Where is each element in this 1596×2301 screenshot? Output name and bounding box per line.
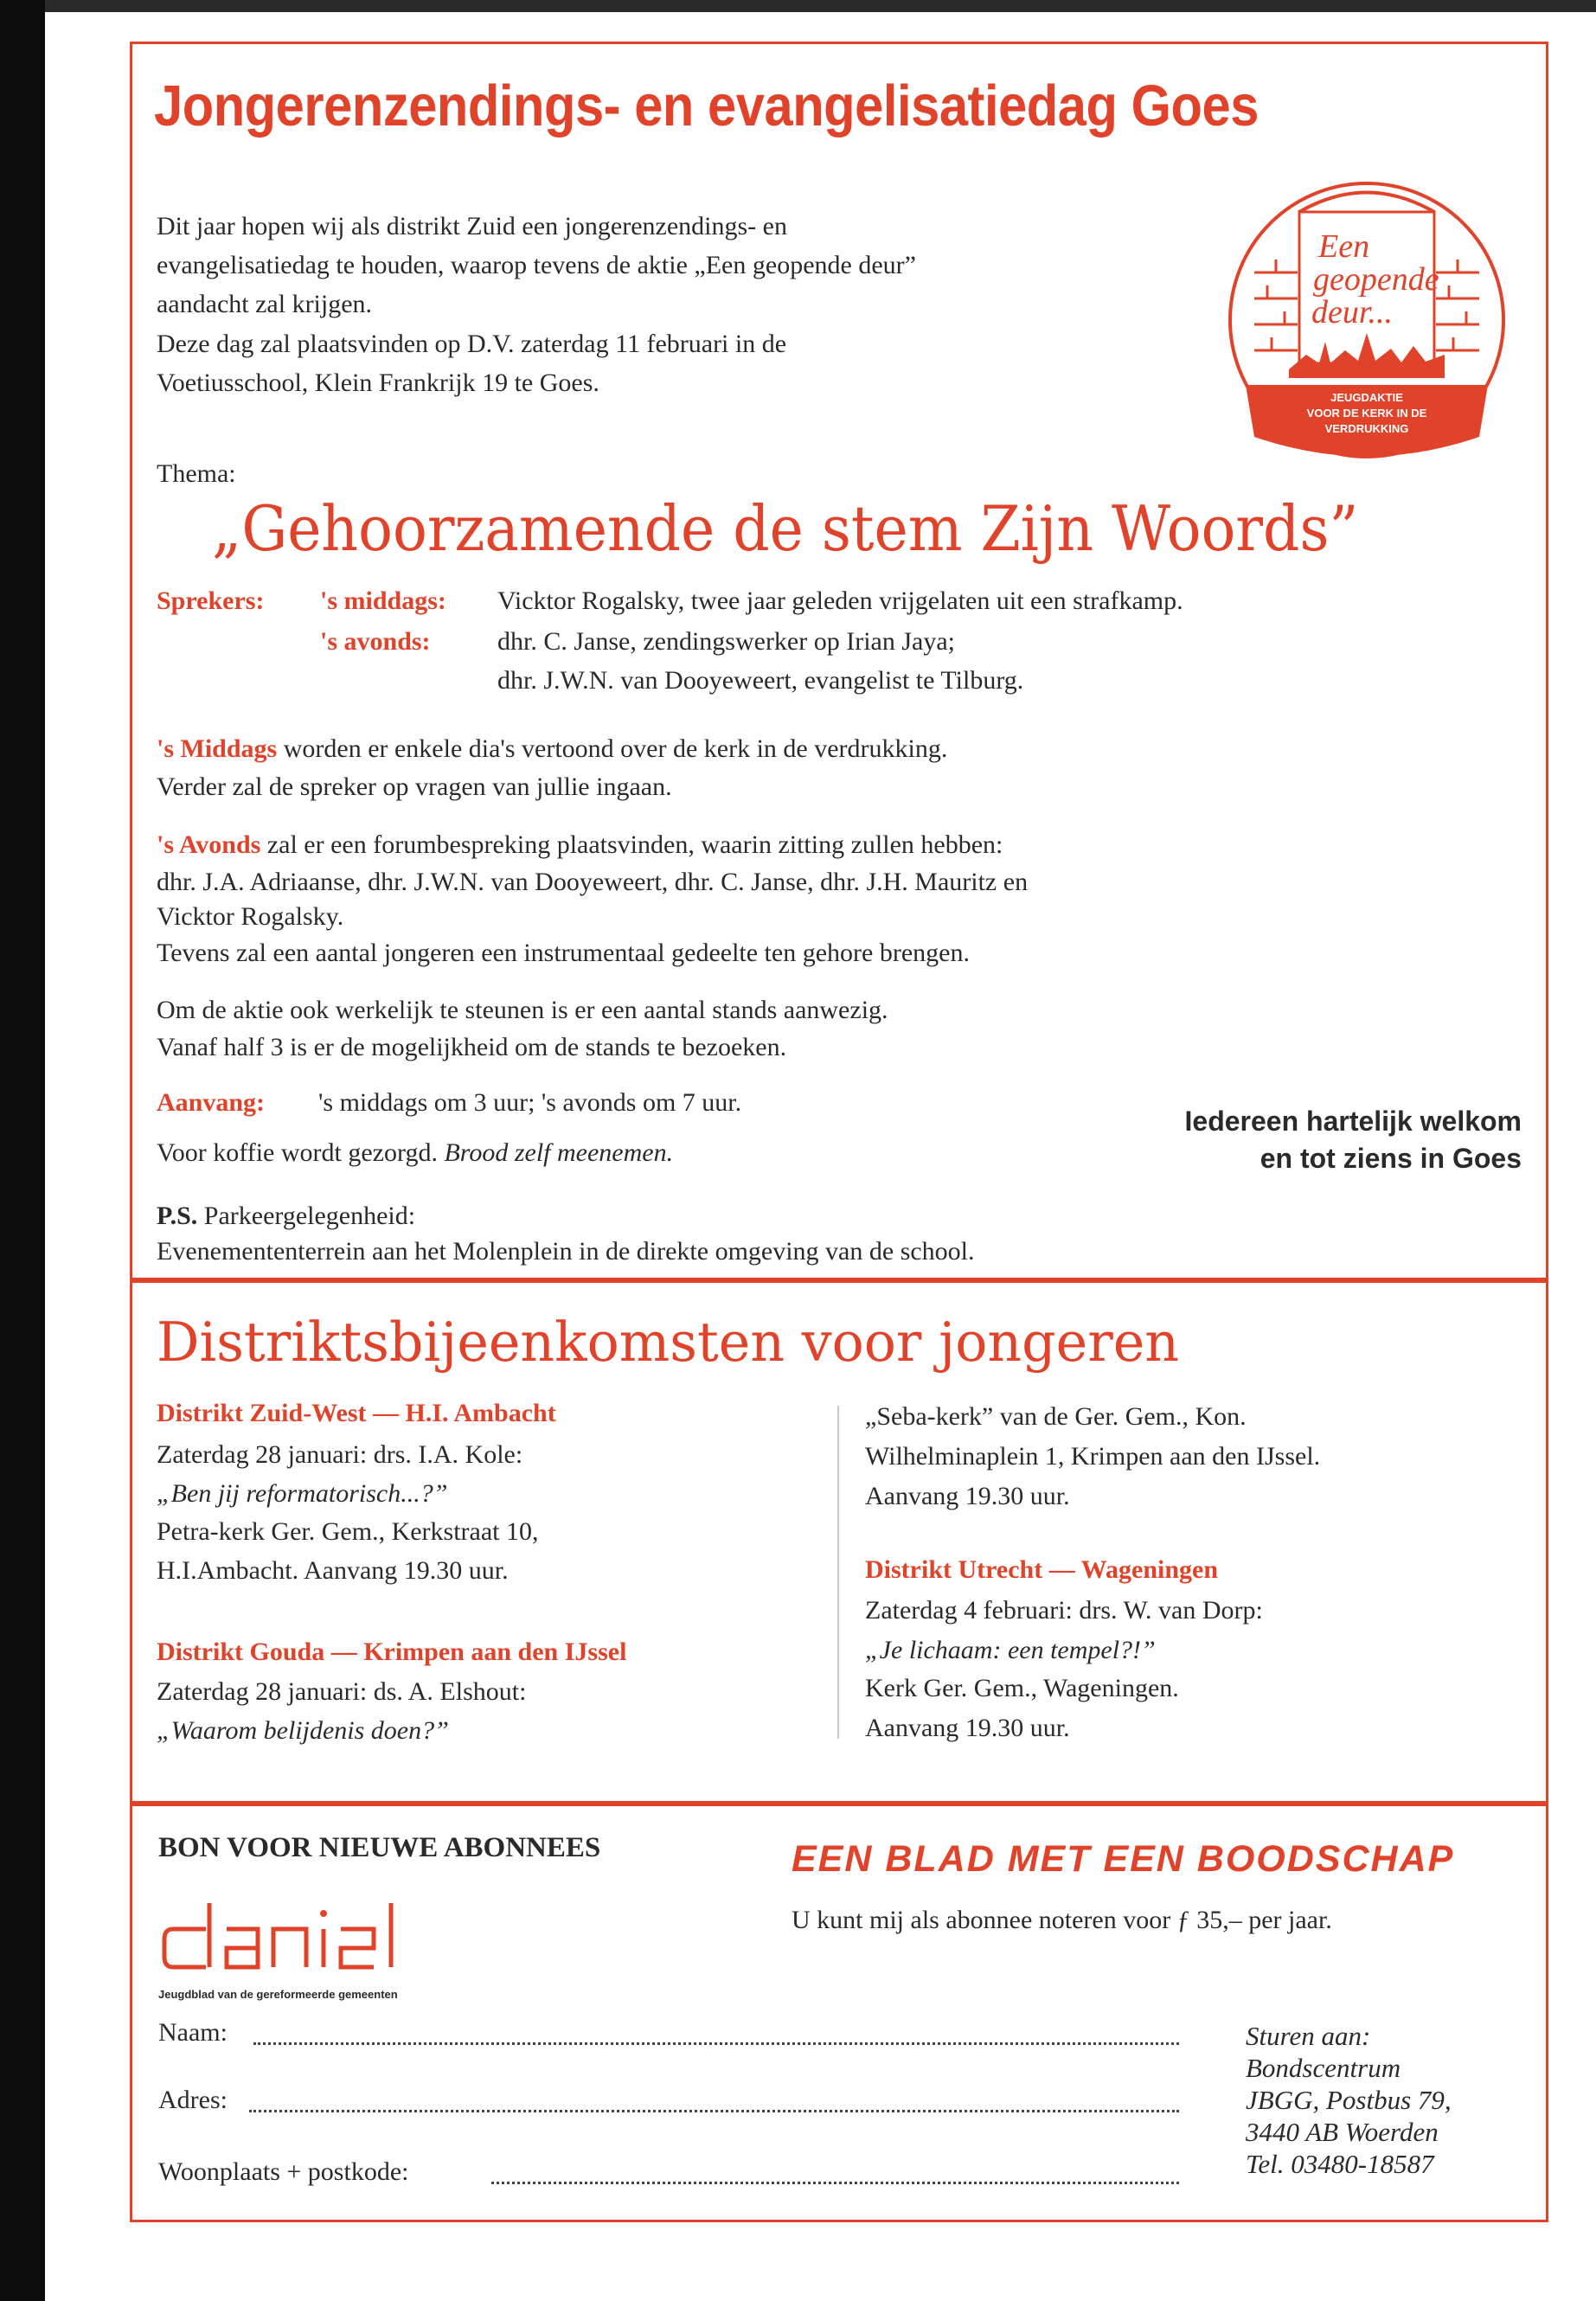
district-line: Aanvang 19.30 uur.	[865, 1714, 1070, 1742]
evening-para-line: dhr. J.A. Adriaanse, dhr. J.W.N. van Dooyeweert, dhr. C. Janse, dhr. J.H. Mauritz en	[157, 868, 1029, 896]
intro-line: evangelisatiedag te houden, waarop tevens de aktie „Een geopende deur”	[157, 251, 916, 279]
district-line: „Waarom belijdenis doen?”	[157, 1716, 449, 1745]
top-scan-edge	[45, 0, 1596, 12]
districts-title: Distriktsbijeenkomsten voor jongeren	[157, 1311, 1180, 1374]
city-input-dots[interactable]	[491, 2182, 1179, 2184]
send-to-line: Tel. 03480-18587	[1246, 2149, 1434, 2179]
ps-parking: Evenemententerrein aan het Molenplein in de direkte omgeving van de school.	[157, 1237, 975, 1266]
een-geopende-deur-logo	[1228, 177, 1505, 463]
stands-line: Vanaf half 3 is er de mogelijkheid om de stands te bezoeken.	[157, 1033, 787, 1061]
afternoon-label: 's middags:	[320, 586, 446, 615]
intro-line: Deze dag zal plaatsvinden op D.V. zaterdag 11 februari in de	[157, 330, 787, 358]
district-line: Kerk Ger. Gem., Wageningen.	[865, 1674, 1179, 1702]
field-label: Woonplaats + postkode:	[158, 2157, 409, 2186]
brand-name	[156, 1879, 157, 1880]
evening-label: 's avonds:	[320, 627, 431, 656]
send-to-line: 3440 AB Woerden	[1246, 2117, 1439, 2147]
left-scan-edge	[0, 0, 45, 2301]
event-title: Jongerenzendings- en evangelisatiedag Goes	[154, 74, 1259, 138]
bread-text: Brood zelf meenemen.	[444, 1138, 674, 1167]
evening-para-rest: zal er een forumbespreking plaatsvinden, waarin zitting zullen hebben:	[260, 830, 1003, 859]
field-label: Adres:	[158, 2086, 228, 2114]
evening-speaker: dhr. J.W.N. van Dooyeweert, evangelist te Tilburg.	[497, 666, 1024, 695]
coffee-note	[157, 1140, 673, 1166]
coupon-slogan: EEN BLAD MET EEN BOODSCHAP	[792, 1838, 1455, 1880]
evening-lead: 's Avonds	[157, 830, 261, 859]
send-to-line: JBGG, Postbus 79,	[1246, 2085, 1452, 2115]
stands-line: Om de aktie ook werkelijk te steunen is er een aantal stands aanwezig.	[157, 996, 888, 1024]
afternoon-lead: 's Middags	[157, 734, 278, 763]
welcome-line: en tot ziens in Goes	[1259, 1143, 1522, 1174]
subscribe-text: U kunt mij als abonnee noteren voor ƒ 35,– per jaar.	[792, 1906, 1332, 1934]
district-line: „Seba-kerk” van de Ger. Gem., Kon.	[865, 1402, 1247, 1431]
address-input-dots[interactable]	[249, 2110, 1179, 2112]
district-line: Zaterdag 4 februari: drs. W. van Dorp:	[865, 1596, 1263, 1625]
theme-title: „Gehoorzamende de stem Zijn Woords”	[212, 492, 1359, 565]
daniel-tagline: Jeugdblad van de gereformeerde gemeenten	[158, 1988, 398, 2001]
ps-line	[157, 1203, 415, 1229]
logo-band-line: JEUGDAKTIE	[1330, 391, 1403, 404]
form-field-name[interactable]	[158, 2020, 1179, 2056]
evening-para-line: Vicktor Rogalsky.	[157, 902, 344, 931]
name-input-dots[interactable]	[253, 2042, 1179, 2045]
coupon-heading: BON VOOR NIEUWE ABONNEES	[158, 1832, 601, 1863]
district-heading: Distrikt Zuid-West — H.I. Ambacht	[157, 1399, 556, 1427]
evening-para-line	[157, 832, 1003, 858]
district-line: Petra-kerk Ger. Gem., Kerkstraat 10,	[157, 1517, 539, 1546]
daniel-logo	[156, 1879, 441, 1983]
send-to-line: Sturen aan:	[1246, 2021, 1371, 2051]
district-line: Zaterdag 28 januari: drs. I.A. Kole:	[157, 1440, 523, 1469]
evening-speaker: dhr. C. Janse, zendingswerker op Irian Jaya;	[497, 627, 956, 656]
district-heading: Distrikt Utrecht — Wageningen	[865, 1555, 1219, 1584]
form-field-address[interactable]	[158, 2087, 1179, 2124]
district-heading: Distrikt Gouda — Krimpen aan den IJssel	[157, 1638, 627, 1666]
logo-band-line: VOOR DE KERK IN DE	[1306, 407, 1427, 420]
form-field-city[interactable]	[158, 2159, 1179, 2195]
intro-line: aandacht zal krijgen.	[157, 290, 373, 318]
district-line: H.I.Ambacht. Aanvang 19.30 uur.	[157, 1556, 509, 1585]
theme-label: Thema:	[157, 459, 236, 488]
intro-line: Voetiusschool, Klein Frankrijk 19 te Goes.	[157, 369, 599, 397]
field-label: Naam:	[158, 2018, 228, 2047]
logo-script-line: Een	[1318, 228, 1370, 265]
start-times: 's middags om 3 uur; 's avonds om 7 uur.	[318, 1088, 742, 1117]
speakers-label: Sprekers:	[157, 586, 265, 615]
district-line: Zaterdag 28 januari: ds. A. Elshout:	[157, 1677, 527, 1706]
district-line: Wilhelminaplein 1, Krimpen aan den IJssel.	[865, 1442, 1321, 1471]
intro-line: Dit jaar hopen wij als distrikt Zuid een jongerenzendings- en	[157, 212, 787, 240]
logo-script-line: deur...	[1311, 294, 1393, 330]
afternoon-para-line: Verder zal de spreker op vragen van jullie ingaan.	[157, 772, 672, 801]
send-to-line: Bondscentrum	[1246, 2053, 1401, 2083]
logo-band-line: VERDRUKKING	[1324, 422, 1409, 435]
district-line: „Ben jij reformatorisch...?”	[157, 1479, 448, 1508]
ps-text: Parkeergelegenheid:	[197, 1202, 416, 1230]
afternoon-para-rest: worden er enkele dia's vertoond over de kerk in de verdrukking.	[277, 734, 948, 763]
afternoon-speaker: Vicktor Rogalsky, twee jaar geleden vrijgelaten uit een strafkamp.	[497, 586, 1183, 615]
afternoon-para-line	[157, 736, 947, 762]
ps-label: P.S.	[157, 1202, 198, 1230]
district-column-divider	[837, 1406, 839, 1739]
district-line: „Je lichaam: een tempel?!”	[865, 1636, 1156, 1664]
district-line: Aanvang 19.30 uur.	[865, 1482, 1070, 1510]
welcome-line: Iedereen hartelijk welkom	[1184, 1106, 1522, 1137]
daniel-wordmark-icon	[156, 1879, 441, 1983]
evening-para-line: Tevens zal een aantal jongeren een instrumentaal gedeelte ten gehore brengen.	[157, 939, 970, 967]
logo-script-line: geopende	[1313, 261, 1439, 298]
coffee-text: Voor koffie wordt gezorgd.	[157, 1138, 438, 1167]
start-label: Aanvang:	[157, 1088, 266, 1117]
